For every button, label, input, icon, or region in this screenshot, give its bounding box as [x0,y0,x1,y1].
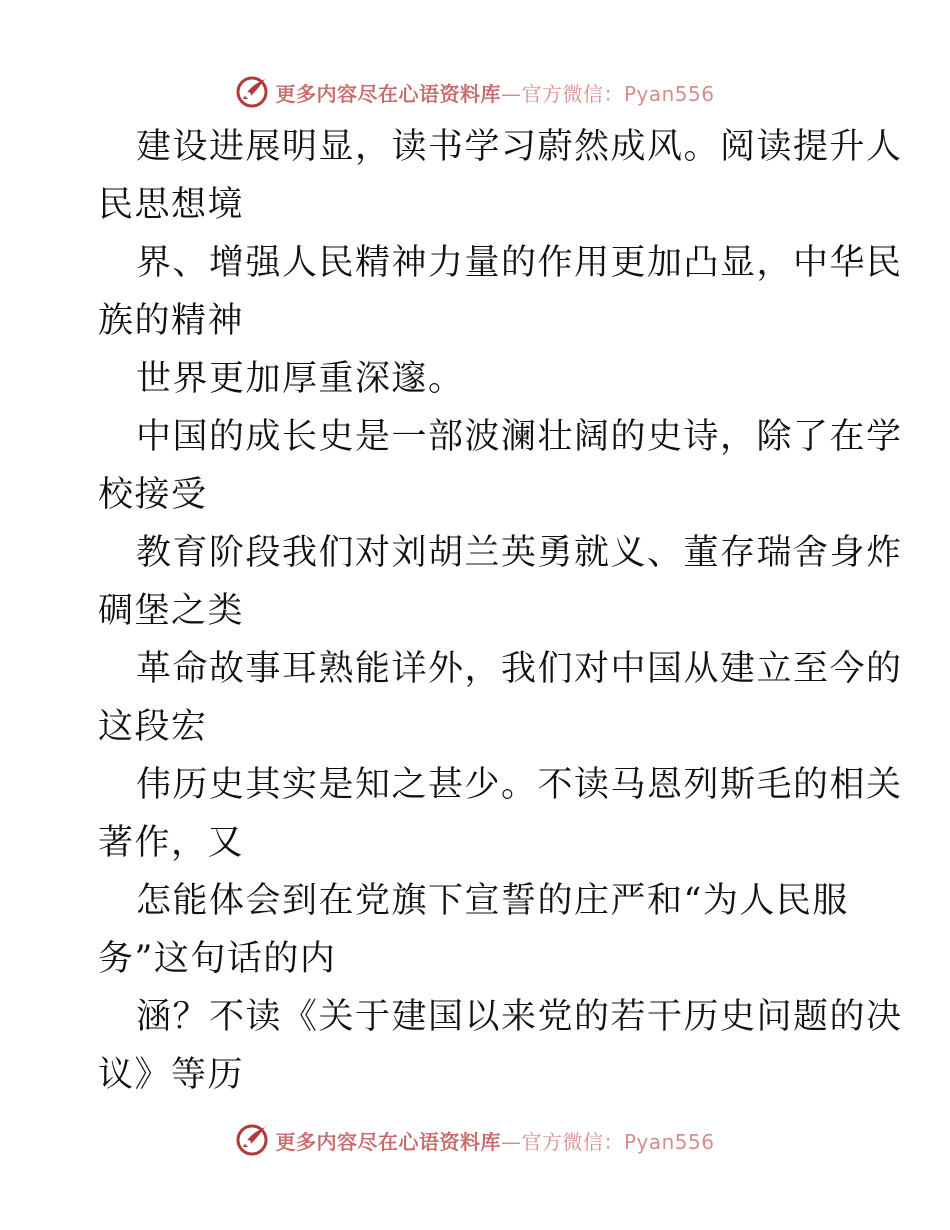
text-line: 校接受 [98,475,208,515]
text-line: 碉堡之类 [98,591,245,631]
feather-pen-logo-icon [235,1123,269,1157]
text-line: 这段宏 [98,707,208,747]
text-line: 教育阶段我们对刘胡兰英勇就义、董存瑞舍身炸 [136,533,903,573]
text-line: 世界更加厚重深邃。 [136,359,465,399]
header-banner [0,72,950,112]
footer-banner-text [275,1126,714,1155]
header-banner-text [275,78,714,107]
feather-pen-logo-icon [235,75,269,109]
text-line: 界、增强人民精神力量的作用更加凸显，中华民 [136,243,903,283]
text-line: 怎能体会到在党旗下宣誓的庄严和“为人民服 [136,881,849,921]
footer-banner-title: 更多内容尽在心语资料库 [275,1129,501,1154]
text-line: 革命故事耳熟能详外，我们对中国从建立至今的 [136,649,903,689]
header-banner-title: 更多内容尽在心语资料库 [275,81,501,106]
text-line: 著作，又 [98,823,245,863]
text-line: 伟历史其实是知之甚少。不读马恩列斯毛的相关 [136,765,903,805]
text-line: 务”这句话的内 [98,939,337,979]
text-line: 族的精神 [98,301,245,341]
document-body [98,118,903,1104]
text-line: 涵？不读《关于建国以来党的若干历史问题的决 [136,997,903,1037]
text-line: 中国的成长史是一部波澜壮阔的史诗，除了在学 [136,417,903,457]
footer-banner-contact: —官方微信：Pyan556 [500,1129,715,1154]
footer-banner [0,1120,950,1160]
text-line: 民思想境 [98,185,245,225]
text-line: 建设进展明显，读书学习蔚然成风。阅读提升人 [136,127,903,167]
header-banner-contact: —官方微信：Pyan556 [500,81,715,106]
text-line: 议》等历 [98,1055,245,1095]
